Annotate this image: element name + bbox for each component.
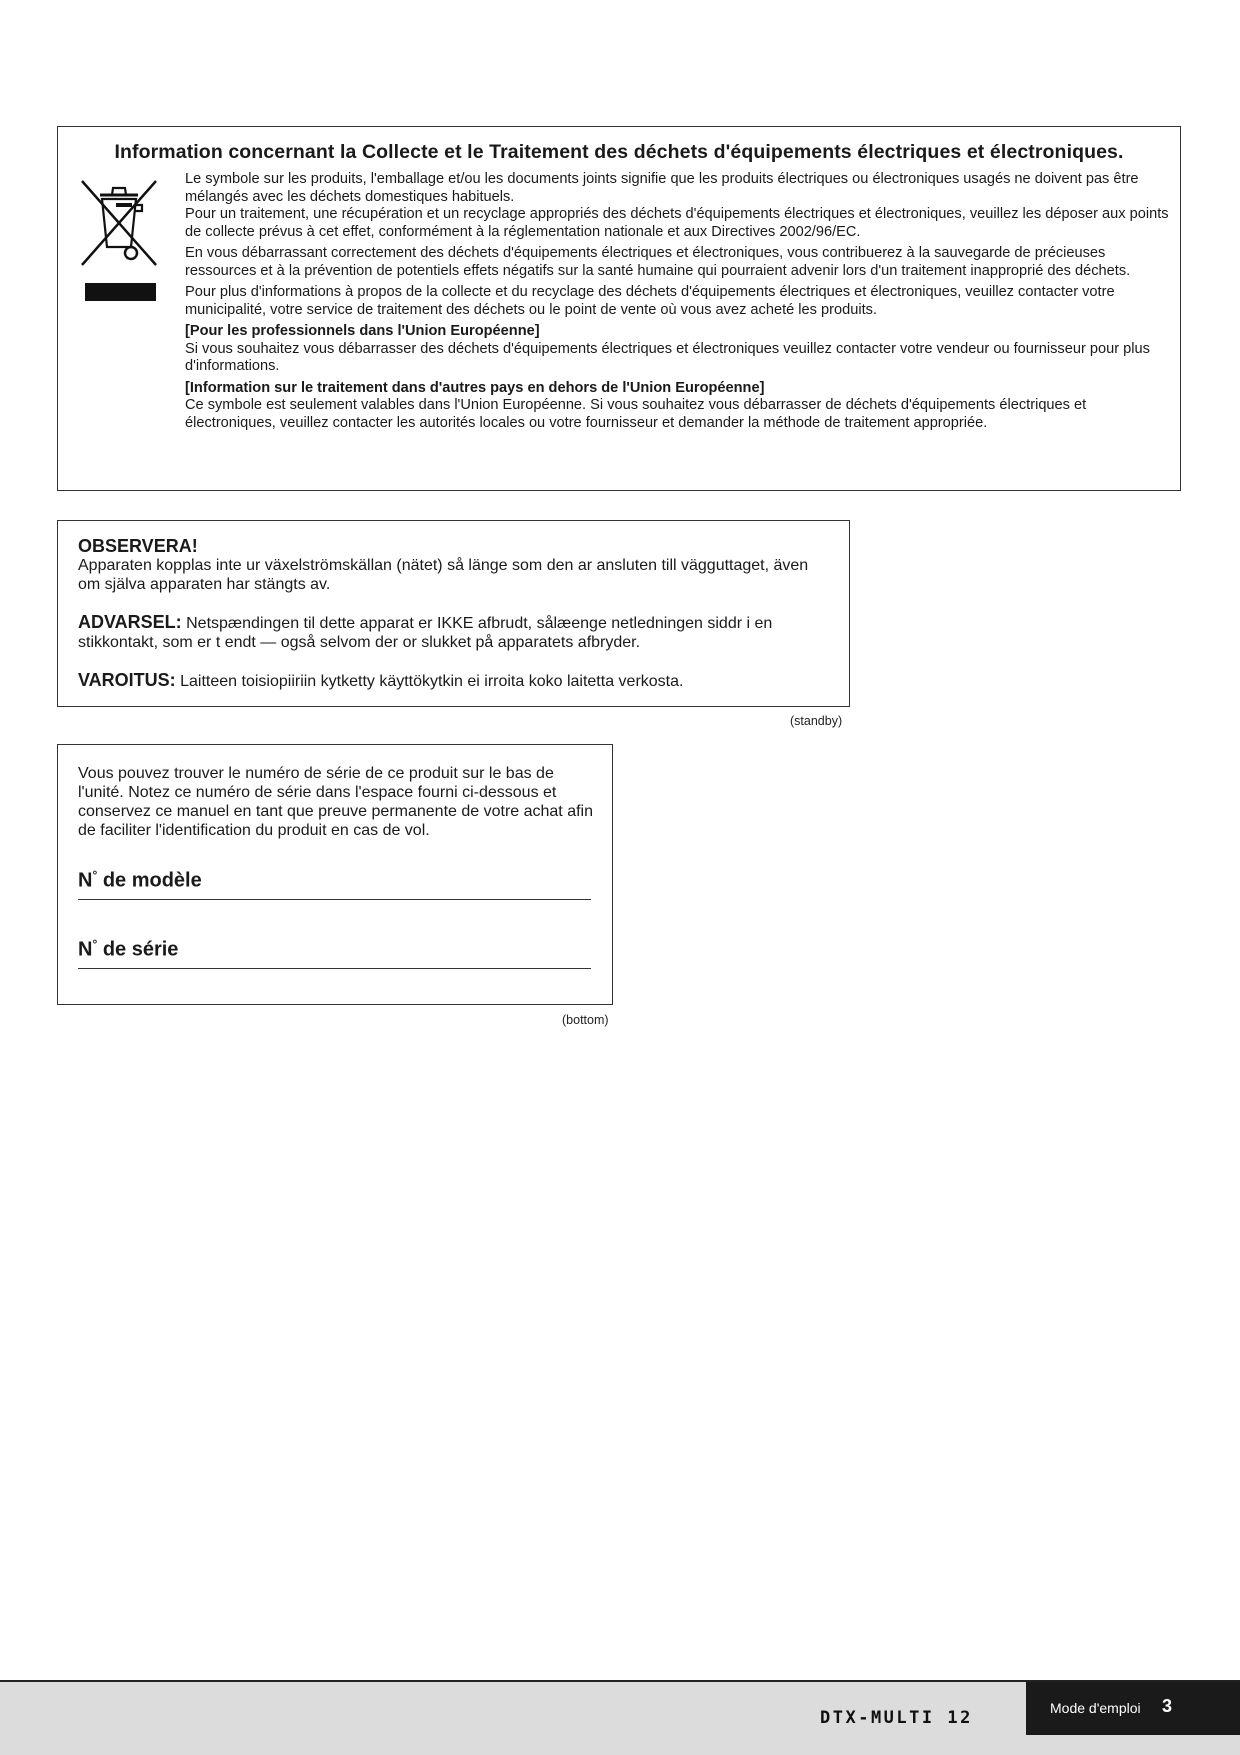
weee-black-bar <box>85 283 156 301</box>
model-number-field <box>78 868 591 900</box>
crossed-out-wheelie-bin-icon <box>76 175 162 271</box>
serial-instructions: Vous pouvez trouver le numéro de série de ce produit sur le bas de l'unité. Notez ce numéro de série dans l'espace fourni ci-dessous et conservez ce manuel en tant que preuve permanente de votre achat afin de faciliter l'identification du produit en cas de vol. <box>78 765 593 839</box>
model-n: N <box>78 869 93 892</box>
serial-degree: ° <box>92 937 98 951</box>
page-number: 3 <box>1162 1696 1173 1716</box>
page-tab <box>1026 1682 1240 1735</box>
weee-paragraph: En vous débarrassant correctement des déchets d'équipements électriques et électroniques, vous contribuerez à la sauvegarde de précieuses ressources et à la prévention de potentiels effets négatifs sur la santé humaine qui pourraient advenir lors d'un traitement inapproprié des déchets. <box>185 245 1131 279</box>
weee-heading-non-eu: [Information sur le traitement dans d'autres pays en dehors de l'Union Européenne] <box>185 379 765 396</box>
varoitus-text: Laitteen toisiopiiriin kytketty käyttökytkin ei irroita koko laitetta verkosta. <box>180 673 684 690</box>
weee-paragraph: Le symbole sur les produits, l'emballage et/ou les documents joints signifie que les produits électriques ou électroniques usagés ne doivent pas être mélangés avec les déchets domestiques habituels. <box>185 171 1139 205</box>
serial-number-box <box>57 744 613 1005</box>
weee-paragraph: Si vous souhaitez vous débarrasser des déchets d'équipements électriques et électroniques veuillez contacter votre vendeur ou fournisseur pour plus d'informations. <box>185 340 1150 374</box>
observera-text: Apparaten kopplas inte ur växelströmskällan (nätet) så länge som den ar ansluten till vägguttaget, även om själva apparaten har stängts av. <box>78 557 809 593</box>
serial-number-field <box>78 937 591 969</box>
observera-label: OBSERVERA! <box>78 536 198 556</box>
nordic-warning-box <box>57 520 850 707</box>
standby-caption: (standby) <box>790 714 843 728</box>
weee-paragraph: Pour plus d'informations à propos de la collecte et du recyclage des déchets d'équipements électriques et électroniques, veuillez contacter votre municipalité, votre service de traitement des déchets ou le point de vente où vous avez acheté les produits. <box>185 284 1115 318</box>
page-footer <box>0 1680 1240 1755</box>
serial-n: N <box>78 938 93 961</box>
varoitus-paragraph <box>78 671 829 691</box>
varoitus-label: VAROITUS: <box>78 670 176 690</box>
weee-heading-eu: [Pour les professionnels dans l'Union Européenne] <box>185 323 540 339</box>
advarsel-paragraph <box>78 613 829 652</box>
product-logo <box>820 1702 1010 1732</box>
bottom-caption: (bottom) <box>562 1013 609 1027</box>
product-logo-text: DTX-MULTI 12 <box>820 1708 973 1728</box>
weee-body <box>185 171 1170 436</box>
advarsel-text: Netspændingen til dette apparat er IKKE afbrudt, sålæenge netledningen siddr i en stikkontakt, som er t endt — også selvom der or slukket på apparatets afbryder. <box>78 615 773 651</box>
weee-info-box <box>57 126 1181 491</box>
weee-title: Information concernant la Collecte et le Traitement des déchets d'équipements électriques et électroniques. <box>114 141 1124 163</box>
section-label: Mode d'emploi <box>1050 1700 1141 1716</box>
model-degree: ° <box>92 868 98 882</box>
model-number-label: de modèle <box>97 869 202 892</box>
advarsel-label: ADVARSEL: <box>78 612 182 632</box>
serial-number-label: de série <box>97 938 179 961</box>
weee-paragraph: Pour un traitement, une récupération et un recyclage appropriés des déchets d'équipements électriques et électroniques, veuillez les déposer aux points de collecte prévus à cet effet, conformément à la réglementation nationale et aux Directives 2002/96/EC. <box>185 206 1169 240</box>
weee-paragraph: Ce symbole est seulement valables dans l'Union Européenne. Si vous souhaitez vous débarrasser de déchets d'équipements électriques et électroniques, veuillez contacter les autorités locales ou votre fournisseur et demander la méthode de traitement appropriée. <box>185 397 1087 431</box>
